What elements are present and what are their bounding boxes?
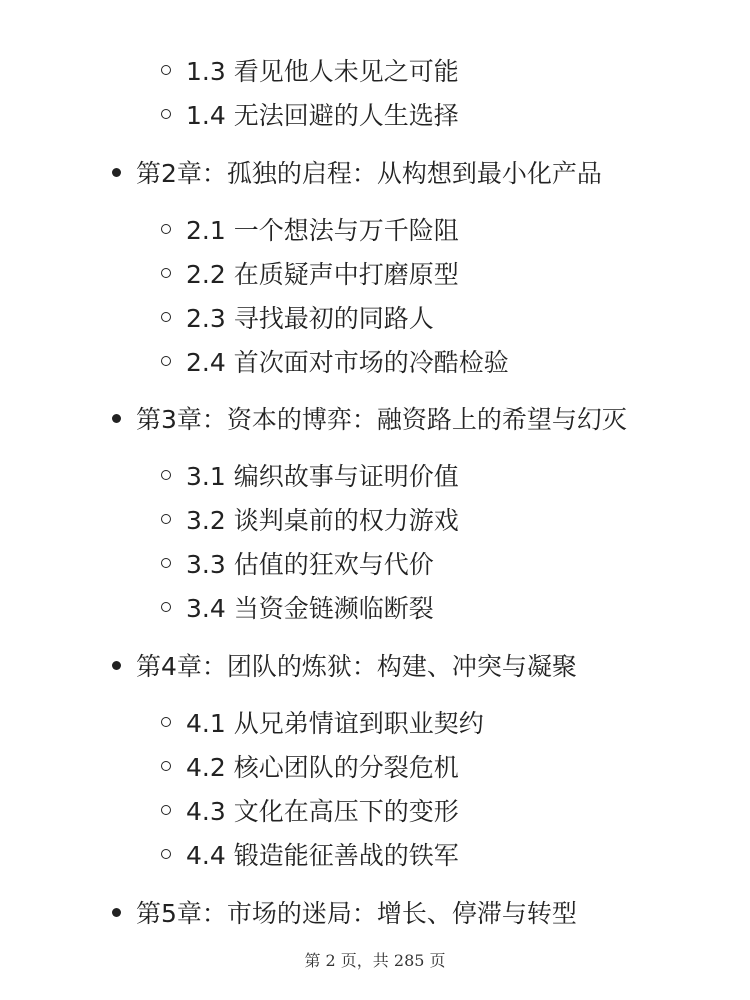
outline-chapter-2	[112, 152, 602, 192]
disc-bullet-icon	[112, 414, 121, 423]
outline-chapter-text: 第3章：资本的博弈：融资路上的希望与幻灭	[136, 405, 627, 434]
circle-bullet-icon	[161, 717, 171, 727]
outline-item-1-4	[161, 94, 459, 134]
outline-item-4-3	[161, 790, 459, 830]
outline-item-text: 2.1 一个想法与万千险阻	[186, 216, 459, 245]
circle-bullet-icon	[161, 109, 171, 119]
outline-chapter-text: 第5章：市场的迷局：增长、停滞与转型	[136, 899, 577, 928]
outline-item-2-4	[161, 341, 509, 381]
outline-item-3-2	[161, 499, 459, 539]
outline-item-3-4	[161, 587, 434, 627]
outline-item-text: 3.3 估值的狂欢与代价	[186, 550, 434, 579]
outline-item-text: 3.2 谈判桌前的权力游戏	[186, 506, 459, 535]
outline-chapter-text: 第2章：孤独的启程：从构想到最小化产品	[136, 159, 602, 188]
outline-item-text: 4.3 文化在高压下的变形	[186, 797, 459, 826]
outline-item-text: 3.4 当资金链濒临断裂	[186, 594, 434, 623]
circle-bullet-icon	[161, 65, 171, 75]
circle-bullet-icon	[161, 470, 171, 480]
disc-bullet-icon	[112, 908, 121, 917]
outline-item-text: 4.2 核心团队的分裂危机	[186, 753, 459, 782]
circle-bullet-icon	[161, 312, 171, 322]
outline-item-text: 2.4 首次面对市场的冷酷检验	[186, 348, 509, 377]
circle-bullet-icon	[161, 849, 171, 859]
page-number-footer: 第 2 页，共 285 页	[304, 951, 446, 970]
outline-item-4-1	[161, 702, 484, 742]
circle-bullet-icon	[161, 602, 171, 612]
outline-item-2-3	[161, 297, 434, 337]
outline-item-4-2	[161, 746, 459, 786]
circle-bullet-icon	[161, 761, 171, 771]
outline-chapter-5	[112, 892, 577, 932]
outline-chapter-3	[112, 398, 627, 438]
outline-item-3-1	[161, 455, 459, 495]
circle-bullet-icon	[161, 356, 171, 366]
outline-item-text: 2.3 寻找最初的同路人	[186, 304, 434, 333]
circle-bullet-icon	[161, 514, 171, 524]
disc-bullet-icon	[112, 661, 121, 670]
circle-bullet-icon	[161, 805, 171, 815]
outline-item-text: 4.1 从兄弟情谊到职业契约	[186, 709, 484, 738]
outline-chapter-4	[112, 645, 577, 685]
outline-item-3-3	[161, 543, 434, 583]
circle-bullet-icon	[161, 224, 171, 234]
outline-chapter-text: 第4章：团队的炼狱：构建、冲突与凝聚	[136, 652, 577, 681]
outline-item-text: 4.4 锻造能征善战的铁军	[186, 841, 459, 870]
circle-bullet-icon	[161, 558, 171, 568]
circle-bullet-icon	[161, 268, 171, 278]
outline-item-2-2	[161, 253, 459, 293]
outline-item-text: 2.2 在质疑声中打磨原型	[186, 260, 459, 289]
outline-item-1-3	[161, 50, 459, 90]
disc-bullet-icon	[112, 168, 121, 177]
outline-item-2-1	[161, 209, 459, 249]
outline-item-4-4	[161, 834, 459, 874]
outline-item-text: 1.3 看见他人未见之可能	[186, 57, 459, 86]
outline-item-text: 1.4 无法回避的人生选择	[186, 101, 459, 130]
outline-item-text: 3.1 编织故事与证明价值	[186, 462, 459, 491]
